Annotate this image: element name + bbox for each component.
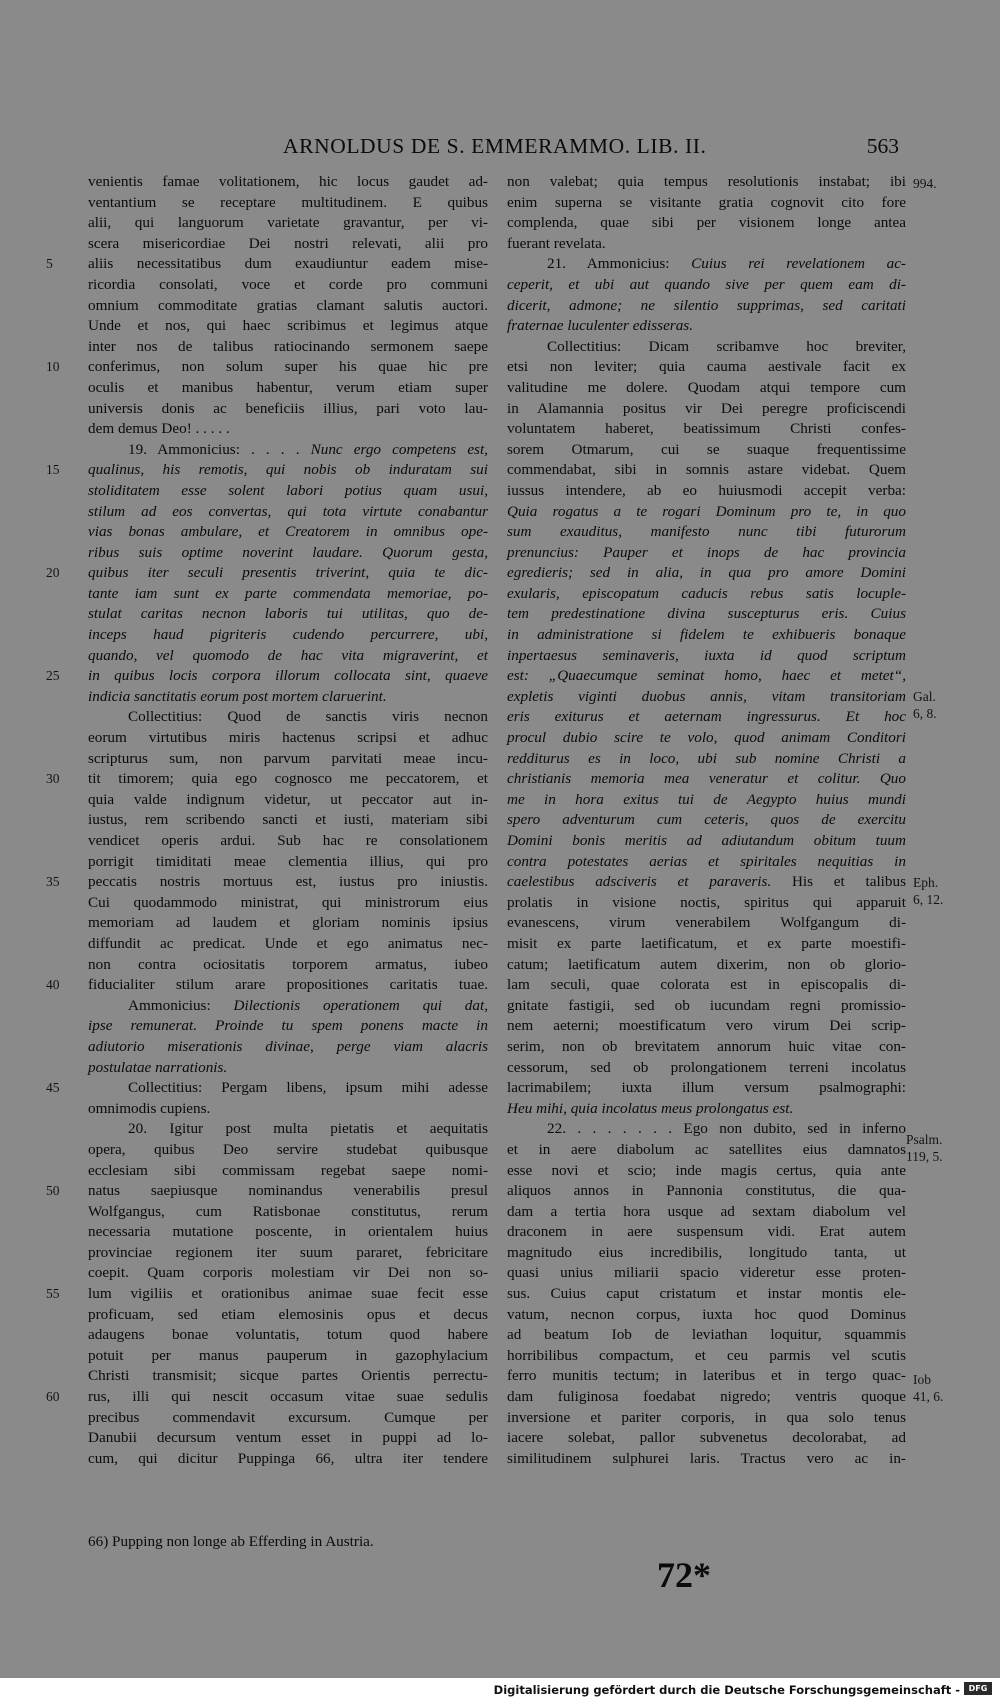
line-number: 15 bbox=[46, 462, 60, 478]
dfg-logo: DFG bbox=[964, 1682, 992, 1695]
text-line: inversione et pariter corporis, in qua solo tenus bbox=[507, 1408, 906, 1426]
text-line: vias bonas ambulare, et Creatorem in omnibus ope- bbox=[88, 523, 488, 541]
text-line: cum, qui dicitur Puppinga 66, ultra iter tendere bbox=[88, 1449, 488, 1467]
margin-note-psalm bbox=[906, 1131, 943, 1165]
text-line: ceperit, et ubi aut quando sive per quem eam di- bbox=[507, 275, 906, 293]
text-line: quia valde indignum videtur, ut peccator aut in- bbox=[88, 790, 488, 808]
text-line: commendabat, sibi in somnis astare videbat. Quem bbox=[507, 461, 906, 479]
running-title: ARNOLDUS DE S. EMMERAMMO. LIB. II. bbox=[283, 134, 707, 158]
text-line: venientis famae volitationem, hic locus gaudet ad- bbox=[88, 173, 488, 190]
text-line: eorum virtutibus miris hactenus scripsi et adhuc bbox=[88, 729, 488, 747]
text-line: 22. . . . . . . . Ego non dubito, sed in inferno bbox=[547, 1120, 906, 1138]
text-line: 21. Ammonicius: Cuius rei revelationem ac- bbox=[547, 255, 906, 273]
text-line: provinciae regionem iter suum pararet, febricitare bbox=[88, 1243, 488, 1261]
line-number: 55 bbox=[46, 1286, 60, 1302]
text-line: stoliditatem esse solent labori potius quam usui, bbox=[88, 481, 488, 499]
margin-note-eph bbox=[913, 874, 943, 908]
text-line: in quibus locis corpora illorum collocata sint, quaeve bbox=[88, 667, 488, 685]
text-line: inpertaesus seminaveris, iuxta id quod scriptum bbox=[507, 646, 906, 664]
text-line: evanescens, virum venerabilem Wolfgangum di- bbox=[507, 914, 906, 932]
text-line: esse novi et scio; inde magis certus, quia ante bbox=[507, 1161, 906, 1179]
text-line: in administratione si fidelem te exhibueris bonaque bbox=[507, 626, 906, 644]
line-number: 30 bbox=[46, 771, 60, 787]
text-line: dem demus Deo! . . . . . bbox=[88, 420, 230, 438]
text-line: alii, qui languorum varietate gravantur, per vi- bbox=[88, 214, 488, 232]
text-line: Cui quodammodo ministrat, qui ministrorum eius bbox=[88, 893, 488, 911]
text-line: in Alamannia positus vir Dei peregre proficiscendi bbox=[507, 399, 906, 417]
text-line: inter nos de talibus ratiocinando sermonem saepe bbox=[88, 337, 488, 355]
margin-note-iob-ref: 41, 6. bbox=[913, 1389, 944, 1404]
line-number: 25 bbox=[46, 668, 60, 684]
text-line: diffundit ac predicat. Unde et ego animatus nec- bbox=[88, 934, 488, 952]
text-line: Collectitius: Pergam libens, ipsum mihi adesse bbox=[128, 1079, 488, 1097]
text-line: necessaria mutatione poscente, in orientalem huius bbox=[88, 1223, 488, 1241]
text-line: porrigit timiditati meae clementia illius, qui pro bbox=[88, 852, 488, 870]
text-line: scripturus sum, non parvum parvitati meae incu- bbox=[88, 749, 488, 767]
left-column bbox=[88, 172, 488, 1469]
margin-note-eph-ref: 6, 12. bbox=[913, 892, 944, 907]
text-line: sus. Cuius caput cristatum et instar montis ele- bbox=[507, 1285, 906, 1303]
text-line: egredieris; sed in alia, in qua pro amore Domini bbox=[507, 564, 906, 582]
text-line: potuit per manus pauperum in gazophylacium bbox=[88, 1346, 488, 1364]
text-line: lam seculi, quae colorata est in episcopalis di- bbox=[507, 976, 906, 994]
text-line: misit ex parte laetificatum, et ex parte moestifi- bbox=[507, 934, 906, 952]
margin-note-psalm-ref: 119, 5. bbox=[906, 1149, 943, 1164]
text-line: iussus intendere, ab eo huiusmodi accepit verba: bbox=[507, 481, 906, 499]
text-line: omnium commoditate gratias clamant salutis auctori. bbox=[88, 296, 488, 314]
text-line: Unde et nos, qui haec scribimus et legimus atque bbox=[88, 317, 488, 335]
text-line: Ammonicius: Dilectionis operationem qui dat, bbox=[128, 996, 489, 1014]
text-line: magnitudo eius incredibilis, longitudo tanta, ut bbox=[507, 1243, 906, 1261]
text-line: eris exiturus et aeternam ingressurus. Et hoc bbox=[507, 708, 906, 726]
text-line: qualinus, his remotis, qui nobis ob induratam sui bbox=[88, 461, 488, 479]
footnote: 66) Pupping non longe ab Efferding in Austria. bbox=[88, 1533, 374, 1550]
text-line: contra potestates aerias et spiritales nequitias in bbox=[507, 852, 906, 870]
text-line: ecclesiam sibi commissam regebat saepe nomi- bbox=[88, 1161, 488, 1179]
text-line: spero adventurum cum ceteris, quos de exercitu bbox=[507, 811, 906, 829]
text-line: et in aere diabolum ac satellites eius damnatos bbox=[507, 1140, 906, 1158]
text-line: non valebat; quia tempus resolutionis instabat; ibi bbox=[507, 173, 906, 190]
text-line: adiutorio miserationis divinae, perge viam alacris bbox=[88, 1037, 488, 1055]
text-line: inceps haud pigriteris cudendo percurrere, ubi, bbox=[88, 626, 488, 644]
text-line: memoriam ad laudem et gloriam nominis ipsius bbox=[88, 914, 488, 932]
text-line: peccatis nostris mortuus est, iustus pro iniustis. bbox=[88, 873, 488, 891]
text-line: draconem in aere suspensum vidi. Erat autem bbox=[507, 1223, 906, 1241]
text-line: coepit. Quam corporis molestiam vir Dei non so- bbox=[88, 1264, 488, 1282]
text-line: ad beatum Iob de leviathan loquitur, squammis bbox=[507, 1326, 906, 1344]
line-number: 45 bbox=[46, 1080, 60, 1096]
text-line: opera, quibus Deo servire studebat quibusque bbox=[88, 1140, 488, 1158]
margin-note-psalm-book: Psalm. bbox=[906, 1132, 943, 1147]
text-line: tante iam sunt ex parte commendata memoriae, po- bbox=[88, 584, 488, 602]
text-line: Collectitius: Quod de sanctis viris necnon bbox=[128, 708, 488, 726]
text-line: universis donis ac beneficiis illius, pari voto lau- bbox=[88, 399, 488, 417]
text-line: stulat caritas necnon laboris tui utilitas, quo de- bbox=[88, 605, 488, 623]
text-line: Wolfgangus, cum Ratisbonae constitutus, rerum bbox=[88, 1202, 488, 1220]
line-number: 5 bbox=[46, 256, 53, 272]
text-line: horribilibus compactum, et ceu parmis vel scutis bbox=[507, 1346, 906, 1364]
text-line: nem aeterni; moestificatum vero virum Dei scrip- bbox=[507, 1017, 906, 1035]
text-line: dam fuliginosa foedabat nigredo; ventris quoque bbox=[507, 1388, 906, 1406]
text-line: etsi non leviter; quia cauma aestivale facit ex bbox=[507, 358, 906, 376]
right-column bbox=[507, 172, 906, 1469]
text-line: ferro munitis tectum; in lateribus et in tergo quac- bbox=[507, 1367, 906, 1385]
text-line: redditurus es in loco, ubi sub nomine Christi a bbox=[507, 749, 906, 767]
text-line: 19. Ammonicius: . . . . Nunc ergo competens est, bbox=[128, 440, 488, 458]
text-line: scera misericordiae Dei nostri relevati, alii pro bbox=[88, 234, 488, 252]
text-line: expletis viginti duobus annis, vitam transitoriam bbox=[507, 687, 906, 705]
text-line: vatum, necnon corpus, iuxta hoc quod Dominus bbox=[507, 1305, 906, 1323]
text-line: aliquos annos in Pannonia constitutus, die qua- bbox=[507, 1182, 906, 1200]
text-line: Domini bonis meritis ad adiutandum obitum tuum bbox=[507, 832, 906, 849]
text-line: similitudinem sulphurei laris. Tractus vero ac in- bbox=[507, 1449, 906, 1467]
text-line: vendicet operis ardui. Sub hac re consolationem bbox=[88, 832, 488, 849]
page-number: 563 bbox=[866, 134, 899, 158]
text-line: dam a tertia hora usque ad sextam diabolum vel bbox=[507, 1202, 906, 1220]
line-number: 60 bbox=[46, 1389, 60, 1405]
text-line: valitudine me dolere. Quodam atqui tempore cum bbox=[507, 378, 906, 396]
text-line: non contra ociositatis torporem armatus, iubeo bbox=[88, 955, 488, 973]
text-line: exularis, episcopatum caducis rebus satis locuple- bbox=[507, 584, 906, 602]
running-head bbox=[0, 134, 1000, 164]
text-line: dicerit, admone; ne silentio supprimas, sed caritati bbox=[507, 296, 906, 314]
text-line: tem predestinatione divina suscepturus eris. Cuius bbox=[507, 605, 906, 623]
text-line: ribus suis optime noverint laudare. Quorum gesta, bbox=[88, 543, 488, 561]
margin-note-year: 994. bbox=[913, 176, 937, 191]
margin-note-iob-book: Iob bbox=[913, 1372, 931, 1387]
text-line: iustus, rem scribendo sancti et iusti, materiam sibi bbox=[88, 811, 488, 829]
text-line: Danubii decursum ventum esset in puppi ad lo- bbox=[88, 1429, 488, 1447]
text-line: conferimus, non solum super his quae hic pre bbox=[88, 358, 488, 376]
text-line: Quia rogatus a te rogari Dominum pro te, in quo bbox=[507, 502, 906, 520]
text-line: tit timorem; quia ego cognosco me peccatorem, et bbox=[88, 770, 488, 788]
text-line: cessorum, sed ob prolongationem terreni incolatus bbox=[507, 1058, 906, 1076]
text-line: ventantium se receptare multitudinem. E quibus bbox=[88, 193, 488, 211]
text-line: catum; laetificatum autem dixerim, non ob glorio- bbox=[507, 955, 906, 973]
text-line: omnimodis cupiens. bbox=[88, 1099, 211, 1117]
text-line: prenuncius: Pauper et inops de hac provincia bbox=[507, 543, 906, 561]
text-line: complenda, quae sibi per visionem longe antea bbox=[507, 214, 906, 232]
text-line: serim, non ob brevitatem annorum huic vitae con- bbox=[507, 1037, 906, 1055]
line-number: 40 bbox=[46, 977, 60, 993]
text-line: sorem Otmarum, cui se suaque frequentissime bbox=[507, 440, 906, 458]
text-line: precibus commendavit excursum. Cumque per bbox=[88, 1408, 488, 1426]
text-line: Christi transmisit; sicque partes Orientis perrectu- bbox=[88, 1367, 488, 1385]
text-line: postulatae narrationis. bbox=[88, 1058, 228, 1076]
text-line: quasi unius miliarii spacio videretur esse proten- bbox=[507, 1264, 906, 1282]
text-line: fuerant revelata. bbox=[507, 234, 606, 252]
text-line: iacere solebat, pallor subvenetus decolorabat, ad bbox=[507, 1429, 906, 1447]
line-number: 20 bbox=[46, 565, 60, 581]
text-line: prolatis in visione noctis, spiritus qui apparuit bbox=[507, 893, 906, 911]
text-line: christianis memoria mea veneratur et colitur. Quo bbox=[507, 770, 906, 788]
margin-note-gal-book: Gal. bbox=[913, 689, 936, 704]
line-number: 35 bbox=[46, 874, 60, 890]
text-line: natus saepiusque nominandus venerabilis presul bbox=[88, 1182, 488, 1200]
text-line: procul dubio scire te volo, quod animam Conditori bbox=[507, 729, 906, 747]
text-line: rus, illi qui nescit occasum vitae suae sedulis bbox=[88, 1388, 488, 1406]
text-line: oculis et manibus habentur, verum etiam super bbox=[88, 378, 488, 396]
text-line: fraternae luculenter edisseras. bbox=[507, 317, 694, 335]
text-line: lum vigiliis et orationibus animae suae fecit esse bbox=[88, 1285, 488, 1303]
margin-note-gal bbox=[913, 688, 937, 722]
text-line: proficuam, sed etiam elemosinis opus et decus bbox=[88, 1305, 488, 1323]
text-line: quibus iter seculi presentis triverint, quia te dic- bbox=[88, 564, 488, 582]
line-number: 50 bbox=[46, 1183, 60, 1199]
text-line: caelestibus adsciveris et paraveris. His et talibus bbox=[507, 873, 906, 891]
text-line: 20. Igitur post multa pietatis et aequitatis bbox=[128, 1120, 488, 1138]
text-line: sum exauditus, manifesto nunc tibi futurorum bbox=[507, 523, 906, 541]
text-line: me in hora exitus tui de Aegypto huius mundi bbox=[507, 790, 906, 808]
text-line: lacrimabilem; iuxta illum versum psalmographi: bbox=[507, 1079, 906, 1097]
text-line: aliis necessitatibus dum exaudiuntur eadem mise- bbox=[88, 255, 488, 273]
margin-note-gal-ref: 6, 8. bbox=[913, 706, 937, 721]
text-line: adaugens bonae voluntatis, totum quod habere bbox=[88, 1326, 488, 1344]
text-line: ipse remunerat. Proinde tu spem ponens macte in bbox=[88, 1017, 488, 1035]
margin-note-eph-book: Eph. bbox=[913, 875, 939, 890]
text-line: enim superna se visitante gratia cognovit cito fore bbox=[507, 193, 906, 211]
text-line: stilum ad eos convertas, qui tota virtute conabantur bbox=[88, 502, 488, 520]
text-line: ricordia consolati, voce et corde pro communi bbox=[88, 275, 488, 293]
text-line: Collectitius: Dicam scribamve hoc breviter, bbox=[547, 337, 906, 355]
text-line: voluntatem haberet, beatissimum Christi confes- bbox=[507, 420, 906, 438]
signature-mark: 72* bbox=[657, 1555, 711, 1595]
text-line: quando, vel quomodo de hac vita migraverint, et bbox=[88, 646, 488, 664]
text-line: fiducialiter stilum arare propositiones caritatis tuae. bbox=[88, 976, 488, 994]
digitization-credit: Digitalisierung gefördert durch die Deutsche Forschungsgemeinschaft - bbox=[493, 1683, 960, 1697]
text-line: gnitate fastigii, sed ob iucundam regni promissio- bbox=[507, 996, 906, 1014]
line-number: 10 bbox=[46, 359, 60, 375]
margin-note-iob bbox=[913, 1371, 943, 1405]
text-line: Heu mihi, quia incolatus meus prolongatus est. bbox=[507, 1099, 794, 1117]
text-line: indicia sanctitatis eorum post mortem claruerint. bbox=[88, 687, 387, 705]
text-line: est: „Quaecumque seminat homo, haec et metet“, bbox=[507, 667, 906, 685]
